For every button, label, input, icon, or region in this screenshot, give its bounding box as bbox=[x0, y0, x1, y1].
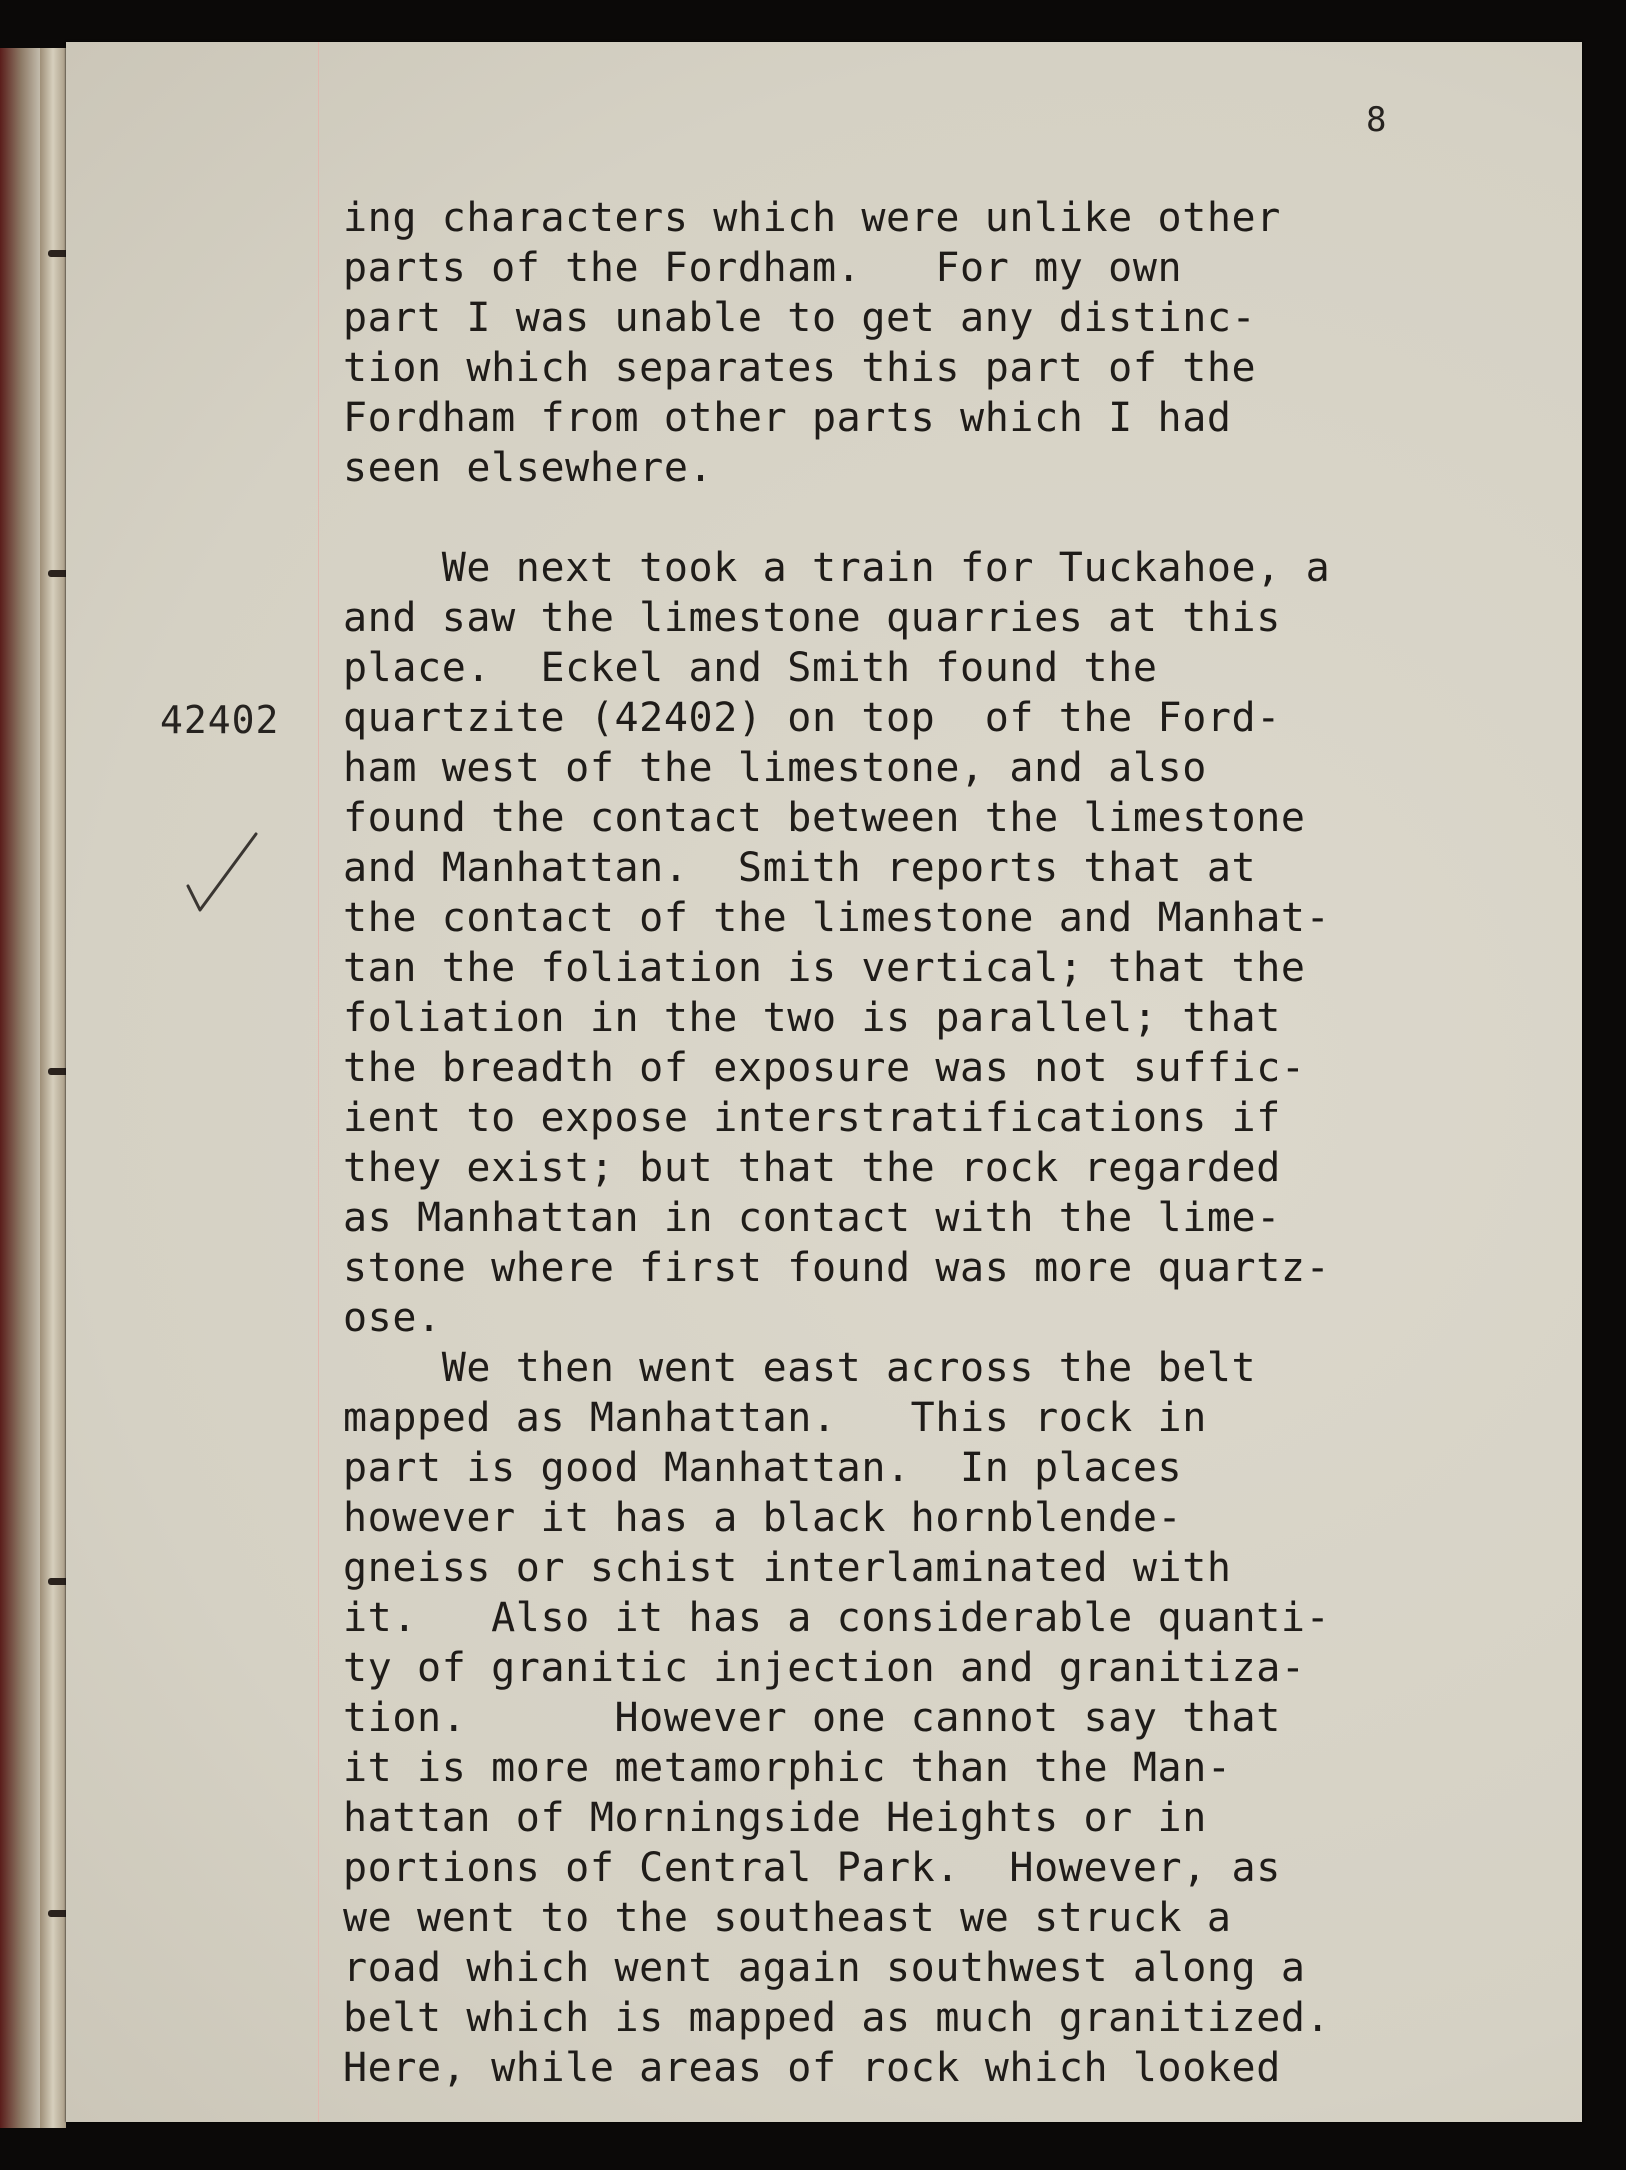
text-line: Here, while areas of rock which looked bbox=[343, 2045, 1281, 2091]
page-number: 8 bbox=[1366, 100, 1387, 140]
text-line: and Manhattan. Smith reports that at bbox=[343, 845, 1257, 891]
text-line: portions of Central Park. However, as bbox=[343, 1845, 1281, 1891]
text-line: mapped as Manhattan. This rock in bbox=[343, 1395, 1207, 1441]
text-line: gneiss or schist interlaminated with bbox=[343, 1545, 1232, 1591]
text-line: ing characters which were unlike other bbox=[343, 195, 1281, 241]
margin-sample-number: 42402 bbox=[160, 698, 280, 742]
text-line: road which went again southwest along a bbox=[343, 1945, 1306, 1991]
text-line: ose. bbox=[343, 1295, 442, 1341]
text-line: foliation in the two is parallel; that bbox=[343, 995, 1281, 1041]
text-line: place. Eckel and Smith found the bbox=[343, 645, 1158, 691]
text-line: the breadth of exposure was not suffic- bbox=[343, 1045, 1306, 1091]
margin-rule bbox=[318, 42, 319, 2122]
text-line: tion. However one cannot say that bbox=[343, 1695, 1281, 1741]
check-mark-icon bbox=[182, 828, 262, 918]
text-line: found the contact between the limestone bbox=[343, 795, 1306, 841]
text-line: and saw the limestone quarries at this bbox=[343, 595, 1281, 641]
text-line: tion which separates this part of the bbox=[343, 345, 1257, 391]
text-line: belt which is mapped as much granitized. bbox=[343, 1995, 1331, 2041]
text-line: ham west of the limestone, and also bbox=[343, 745, 1207, 791]
text-line: part I was unable to get any distinc- bbox=[343, 295, 1257, 341]
text-line: as Manhattan in contact with the lime- bbox=[343, 1195, 1281, 1241]
text-line: tan the foliation is vertical; that the bbox=[343, 945, 1306, 991]
text-line: part is good Manhattan. In places bbox=[343, 1445, 1183, 1491]
text-line: ient to expose interstratifications if bbox=[343, 1095, 1281, 1141]
text-line: ty of granitic injection and granitiza- bbox=[343, 1645, 1306, 1691]
text-line: We next took a train for Tuckahoe, a bbox=[343, 545, 1331, 591]
text-line: hattan of Morningside Heights or in bbox=[343, 1795, 1207, 1841]
notebook-binding bbox=[40, 48, 66, 2128]
text-line: it. Also it has a considerable quanti- bbox=[343, 1595, 1331, 1641]
text-line: parts of the Fordham. For my own bbox=[343, 245, 1183, 291]
text-line: they exist; but that the rock regarded bbox=[343, 1145, 1281, 1191]
text-line: Fordham from other parts which I had bbox=[343, 395, 1232, 441]
text-line: We then went east across the belt bbox=[343, 1345, 1257, 1391]
text-line: we went to the southeast we struck a bbox=[343, 1895, 1232, 1941]
text-line: seen elsewhere. bbox=[343, 445, 714, 491]
text-line: quartzite (42402) on top of the Ford- bbox=[343, 695, 1281, 741]
text-line: the contact of the limestone and Manhat- bbox=[343, 895, 1331, 941]
text-line: however it has a black hornblende- bbox=[343, 1495, 1183, 1541]
text-line: stone where first found was more quartz- bbox=[343, 1245, 1331, 1291]
text-line: it is more metamorphic than the Man- bbox=[343, 1745, 1232, 1791]
